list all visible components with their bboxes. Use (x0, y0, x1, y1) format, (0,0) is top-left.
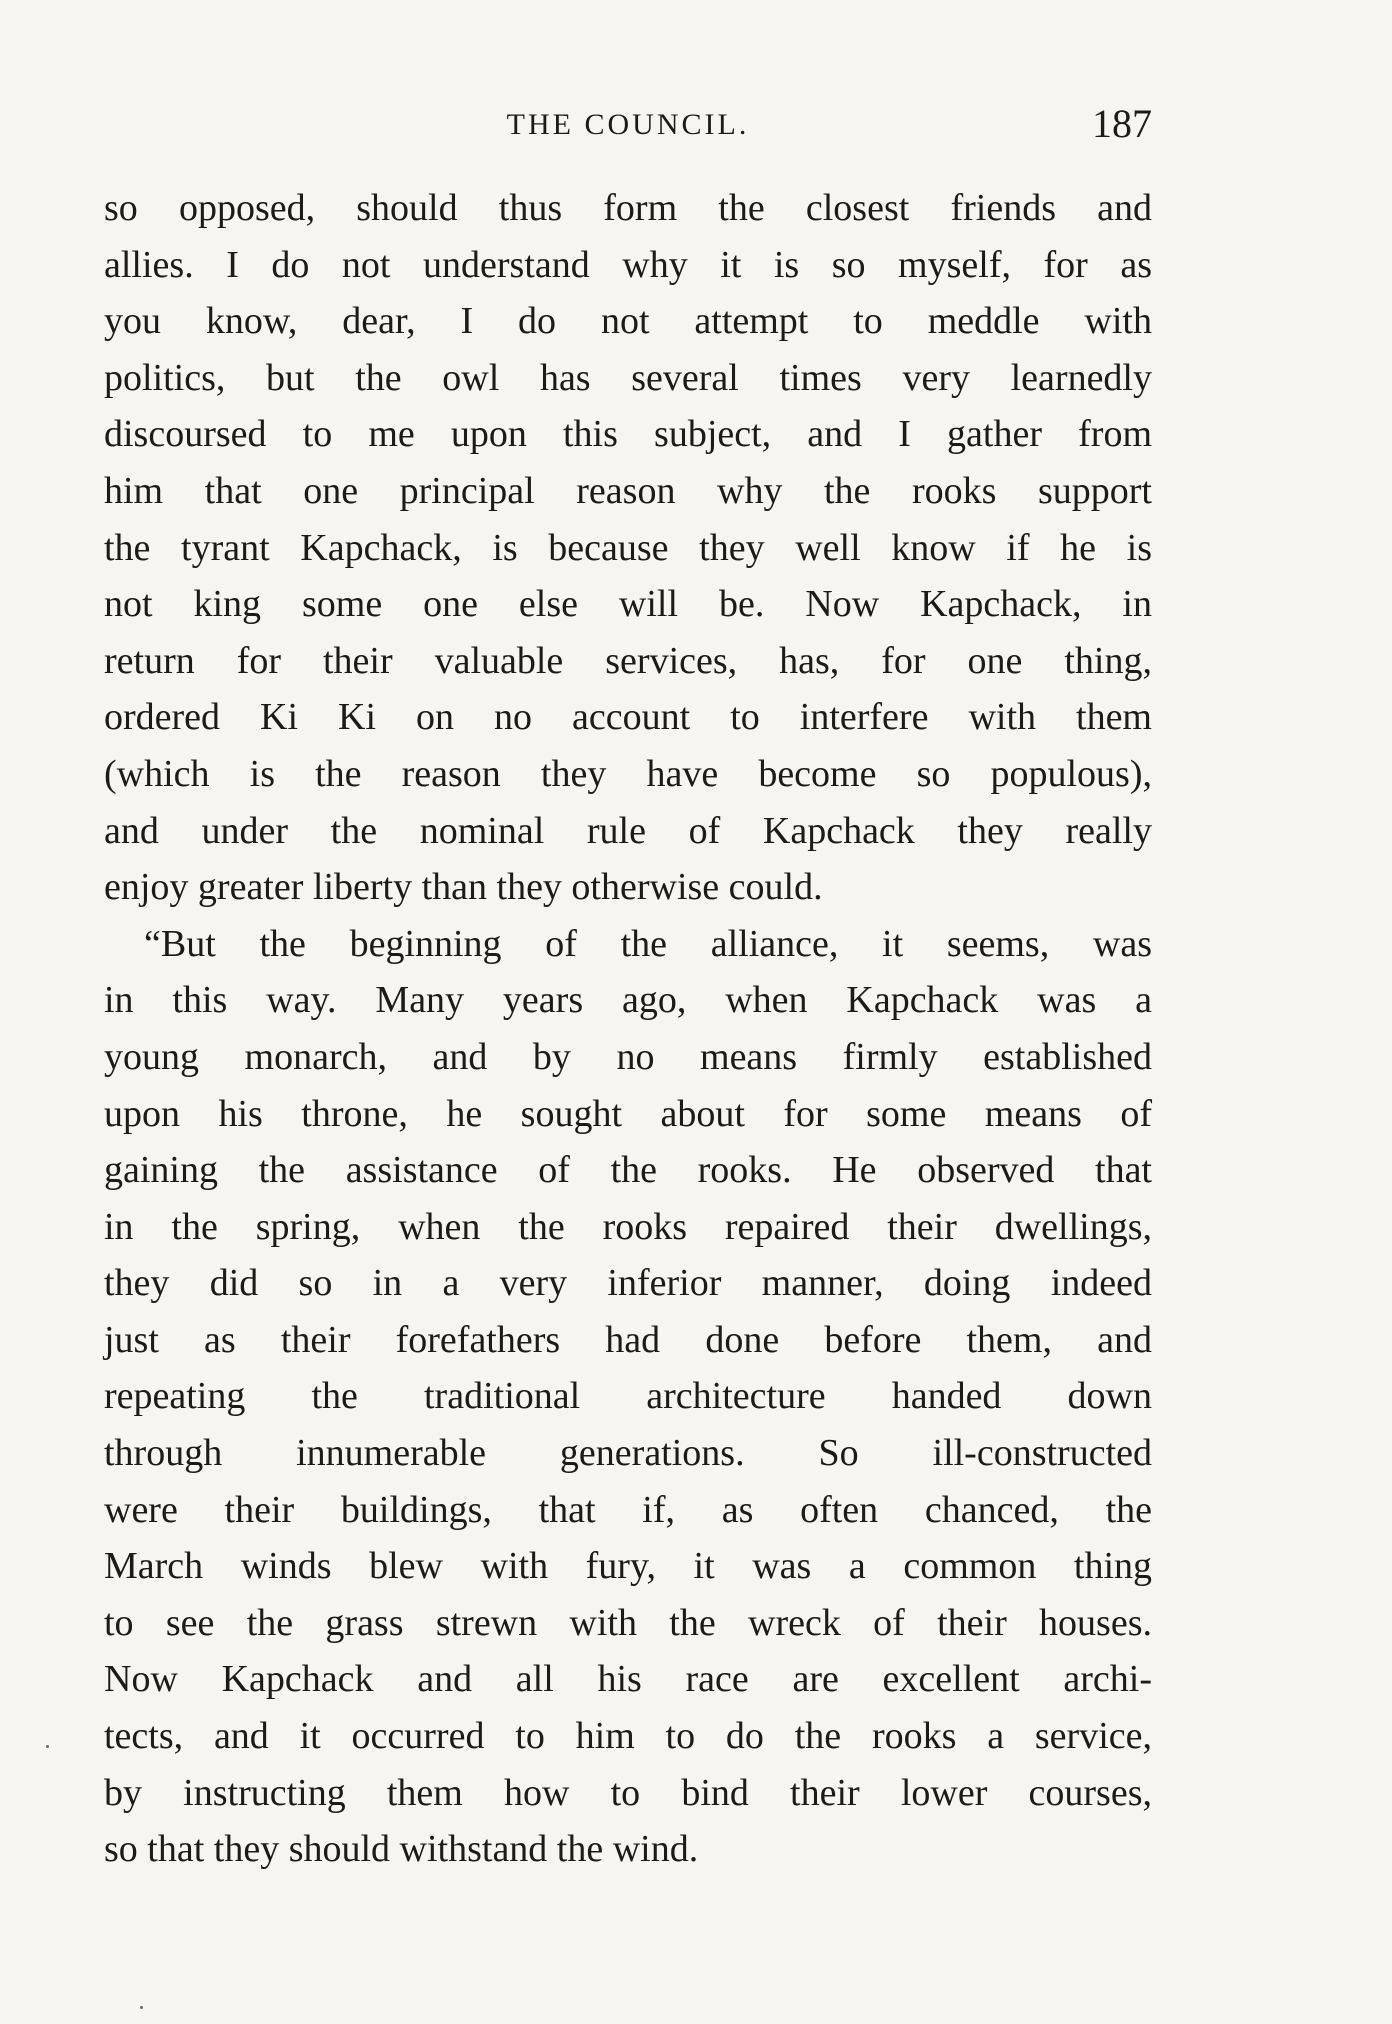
text-line: so opposed, should thus form the closest friends and (104, 187, 1152, 229)
running-head (104, 100, 1152, 150)
text-line: tects, and it occurred to him to do the rooks a service, (104, 1715, 1152, 1758)
text-line: just as their forefathers had done before them, and (104, 1318, 1152, 1361)
page-number: 187 (1092, 101, 1152, 146)
text-line: they did so in a very inferior manner, doing indeed (104, 1262, 1152, 1305)
text-line: him that one principal reason why the rooks support (104, 469, 1152, 512)
text-line: through innumerable generations. So ill-constructed (104, 1432, 1152, 1475)
text-line: young monarch, and by no means firmly established (104, 1035, 1152, 1078)
text-line: by instructing them how to bind their lower courses, (104, 1771, 1152, 1814)
text-line: to see the grass strewn with the wreck of their houses. (104, 1601, 1152, 1644)
text-line: and under the nominal rule of Kapchack they really (104, 809, 1152, 852)
text-line: upon his throne, he sought about for some means of (104, 1092, 1152, 1135)
text-line: not king some one else will be. Now Kapchack, in (104, 583, 1152, 626)
paper-speck (46, 1745, 49, 1748)
text-line: ordered Ki Ki on no account to interfere with them (104, 696, 1152, 739)
text-line: gaining the assistance of the rooks. He observed that (104, 1149, 1152, 1192)
text-line: (which is the reason they have become so populous), (104, 752, 1152, 795)
text-line: return for their valuable services, has, for one thing, (104, 639, 1152, 682)
text-line: discoursed to me upon this subject, and I gather from (104, 413, 1152, 456)
paragraph-end-line: enjoy greater liberty than they otherwise could. (104, 866, 823, 909)
text-line: allies. I do not understand why it is so myself, for as (104, 243, 1152, 286)
body-text (104, 180, 1152, 1878)
text-line: the tyrant Kapchack, is because they well know if he is (104, 526, 1152, 569)
text-line: Now Kapchack and all his race are excellent archi- (104, 1658, 1152, 1701)
text-line: March winds blew with fury, it was a common thing (104, 1545, 1152, 1588)
text-line: in the spring, when the rooks repaired their dwellings, (104, 1205, 1152, 1248)
text-line: were their buildings, that if, as often chanced, the (104, 1488, 1152, 1531)
paragraph-start-line: “But the beginning of the alliance, it seems, was (144, 922, 1152, 965)
paper-speck (140, 2006, 143, 2009)
chapter-title: THE COUNCIL. (506, 108, 750, 141)
text-line: in this way. Many years ago, when Kapchack was a (104, 979, 1152, 1022)
text-line: politics, but the owl has several times very learnedly (104, 356, 1152, 399)
text-line: you know, dear, I do not attempt to meddle with (104, 300, 1152, 343)
text-line: repeating the traditional architecture handed down (104, 1375, 1152, 1418)
paragraph-end-line: so that they should withstand the wind. (104, 1828, 699, 1871)
